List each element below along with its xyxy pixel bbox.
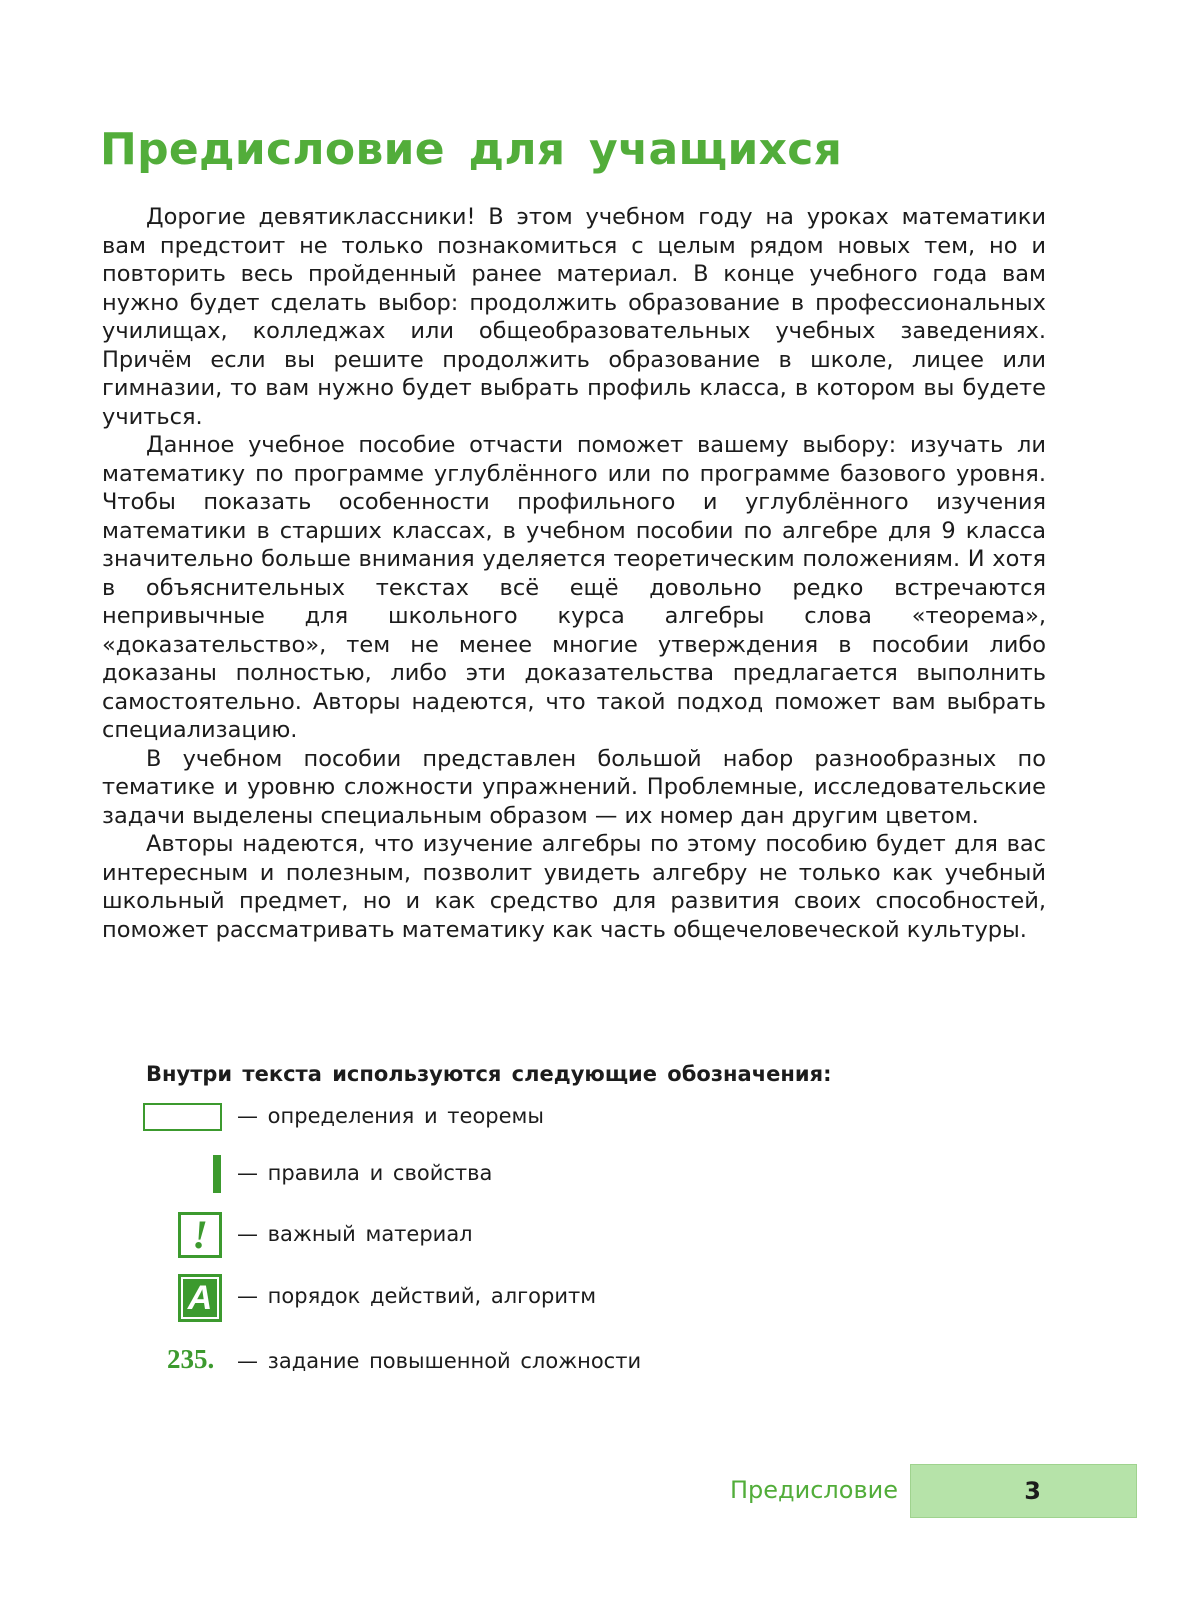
exclamation-icon: ! [178, 1212, 222, 1258]
legend-item-label: — задание повышенной сложности [237, 1349, 642, 1373]
legend-item-label: — важный материал [237, 1222, 473, 1246]
page-title: Предисловие для учащихся [100, 124, 843, 175]
legend-item-important [0, 1212, 900, 1256]
legend-item-rules [0, 1153, 900, 1197]
footer-section-label: Предисловие [730, 1476, 898, 1504]
paragraph-1: Дорогие девятиклассники! В этом учебном году на уроках математики вам предстоит не только познакомиться с целым рядом новых тем, но и повторить весь пройденный ранее материал. В конце учебного года вам нужно будет сделать выбор: продолжить образование в профессиональных училищах, колледжах или общеобразовательных учебных заведениях. Причём если вы решите продолжить образование в школе, лицее или гимназии, то вам нужно будет выбрать профиль класса, в котором вы будете учиться. [102, 204, 1046, 430]
paragraph-4: Авторы надеются, что изучение алгебры по этому пособию будет для вас интересным и полезным, позволит увидеть алгебру не только как учебный школьный предмет, но и как средство для развития своих способностей, поможет рассматривать математику как часть общечеловеческой культуры. [102, 831, 1046, 943]
legend-item-algorithm [0, 1274, 900, 1318]
legend-item-label: — правила и свойства [237, 1161, 493, 1185]
bar-icon [213, 1155, 221, 1193]
paragraph-3: В учебном пособии представлен большой набор разнообразных по тематике и уровню сложности упражнений. Проблемные, исследовательские задачи выделены специальным образом — их номер дан другим цветом. [102, 745, 1046, 829]
page-number: 3 [1024, 1477, 1041, 1505]
legend-item-label: — порядок действий, алгоритм [237, 1284, 597, 1308]
box-icon [143, 1103, 222, 1131]
legend-item-label: — определения и теоремы [237, 1104, 544, 1128]
legend-item-hard-task [0, 1342, 900, 1386]
algorithm-icon [178, 1274, 222, 1322]
legend-heading: Внутри текста используются следующие обозначения: [146, 1062, 832, 1086]
task-number-sample: 235. [167, 1344, 215, 1374]
paragraph-2: Данное учебное пособие отчасти поможет вашему выбору: изучать ли математику по программе углублённого или по программе базового уровня. Чтобы показать особенности профильного и углублённого изучения математики в старших классах, в учебном пособии по алгебре для 9 класса значительно больше внимания уделяется теоретическим положениям. И хотя в объяснительных текстах всё ещё довольно редко встречаются непривычные для школьного курса алгебры слова «теорема», «доказательство», тем не менее многие утверждения в пособии либо доказаны полностью, либо эти доказательства предлагается выполнить самостоятельно. Авторы надеются, что такой подход поможет вам выбрать специализацию. [102, 432, 1046, 743]
preface-body [102, 203, 1046, 944]
algorithm-glyph: A [183, 1279, 217, 1317]
page-number-tab [910, 1464, 1137, 1518]
legend-item-definitions [0, 1096, 900, 1140]
